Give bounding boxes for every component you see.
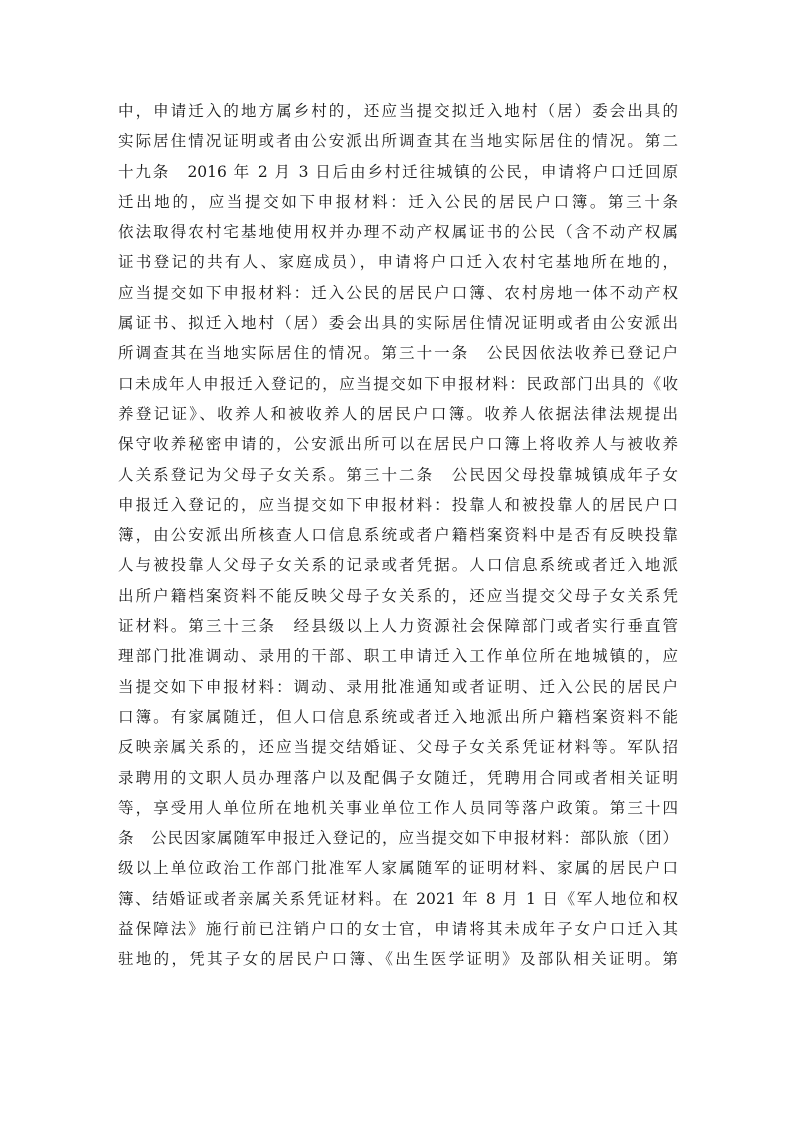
text-line: 簿，由公安派出所核查人口信息系统或者户籍档案资料中是否有反映投靠 bbox=[118, 526, 678, 545]
text-line: 簿、结婚证或者亲属关系凭证材料。在 2021 年 8 月 1 日《军人地位和权 bbox=[118, 889, 678, 908]
text-line: 理部门批准调动、录用的干部、职工申请迁入工作单位所在地城镇的，应 bbox=[118, 647, 678, 666]
text-line: 申报迁入登记的，应当提交如下申报材料：投靠人和被投靠人的居民户口 bbox=[118, 495, 678, 514]
text-line: 实际居住情况证明或者由公安派出所调查其在当地实际居住的情况。第二 bbox=[118, 132, 678, 151]
text-line: 十九条 2016 年 2 月 3 日后由乡村迁往城镇的公民，申请将户口迁回原 bbox=[118, 162, 678, 181]
text-line: 养登记证》、收养人和被收养人的居民户口簿。收养人依据法律法规提出 bbox=[118, 404, 678, 423]
text-line: 口未成年人申报迁入登记的，应当提交如下申报材料：民政部门出具的《收 bbox=[118, 374, 678, 393]
body-text bbox=[118, 96, 678, 975]
text-line: 口簿。有家属随迁，但人口信息系统或者迁入地派出所户籍档案资料不能 bbox=[118, 707, 678, 726]
text-line: 反映亲属关系的，还应当提交结婚证、父母子女关系凭证材料等。军队招 bbox=[118, 738, 678, 757]
text-line: 人与被投靠人父母子女关系的记录或者凭据。人口信息系统或者迁入地派 bbox=[118, 556, 678, 575]
text-line: 等，享受用人单位所在地机关事业单位工作人员同等落户政策。第三十四 bbox=[118, 798, 678, 817]
text-line: 属证书、拟迁入地村（居）委会出具的实际居住情况证明或者由公安派出 bbox=[118, 314, 678, 333]
text-line: 证书登记的共有人、家庭成员），申请将户口迁入农村宅基地所在地的， bbox=[118, 253, 678, 272]
text-line: 应当提交如下申报材料：迁入公民的居民户口簿、农村房地一体不动产权 bbox=[118, 283, 678, 302]
text-line: 所调查其在当地实际居住的情况。第三十一条 公民因依法收养已登记户 bbox=[118, 344, 678, 363]
text-line: 保守收养秘密申请的，公安派出所可以在居民户口簿上将收养人与被收养 bbox=[118, 435, 678, 454]
text-line: 录聘用的文职人员办理落户以及配偶子女随迁，凭聘用合同或者相关证明 bbox=[118, 768, 678, 787]
text-line: 人关系登记为父母子女关系。第三十二条 公民因父母投靠城镇成年子女 bbox=[118, 465, 678, 484]
text-line: 依法取得农村宅基地使用权并办理不动产权属证书的公民（含不动产权属 bbox=[118, 223, 678, 242]
text-line: 中，申请迁入的地方属乡村的，还应当提交拟迁入地村（居）委会出具的 bbox=[118, 102, 678, 120]
text-line: 条 公民因家属随军申报迁入登记的，应当提交如下申报材料：部队旅（团） bbox=[118, 829, 678, 848]
text-line: 证材料。第三十三条 经县级以上人力资源社会保障部门或者实行垂直管 bbox=[118, 617, 678, 636]
text-line: 驻地的，凭其子女的居民户口簿、《出生医学证明》及部队相关证明。第 bbox=[118, 950, 678, 969]
text-line: 出所户籍档案资料不能反映父母子女关系的，还应当提交父母子女关系凭 bbox=[118, 586, 678, 605]
text-line: 级以上单位政治工作部门批准军人家属随军的证明材料、家属的居民户口 bbox=[118, 859, 678, 878]
text-line: 迁出地的，应当提交如下申报材料：迁入公民的居民户口簿。第三十条 bbox=[118, 192, 678, 211]
text-line: 益保障法》施行前已注销户口的女士官，申请将其未成年子女户口迁入其 bbox=[118, 920, 678, 939]
text-line: 当提交如下申报材料：调动、录用批准通知或者证明、迁入公民的居民户 bbox=[118, 677, 678, 696]
